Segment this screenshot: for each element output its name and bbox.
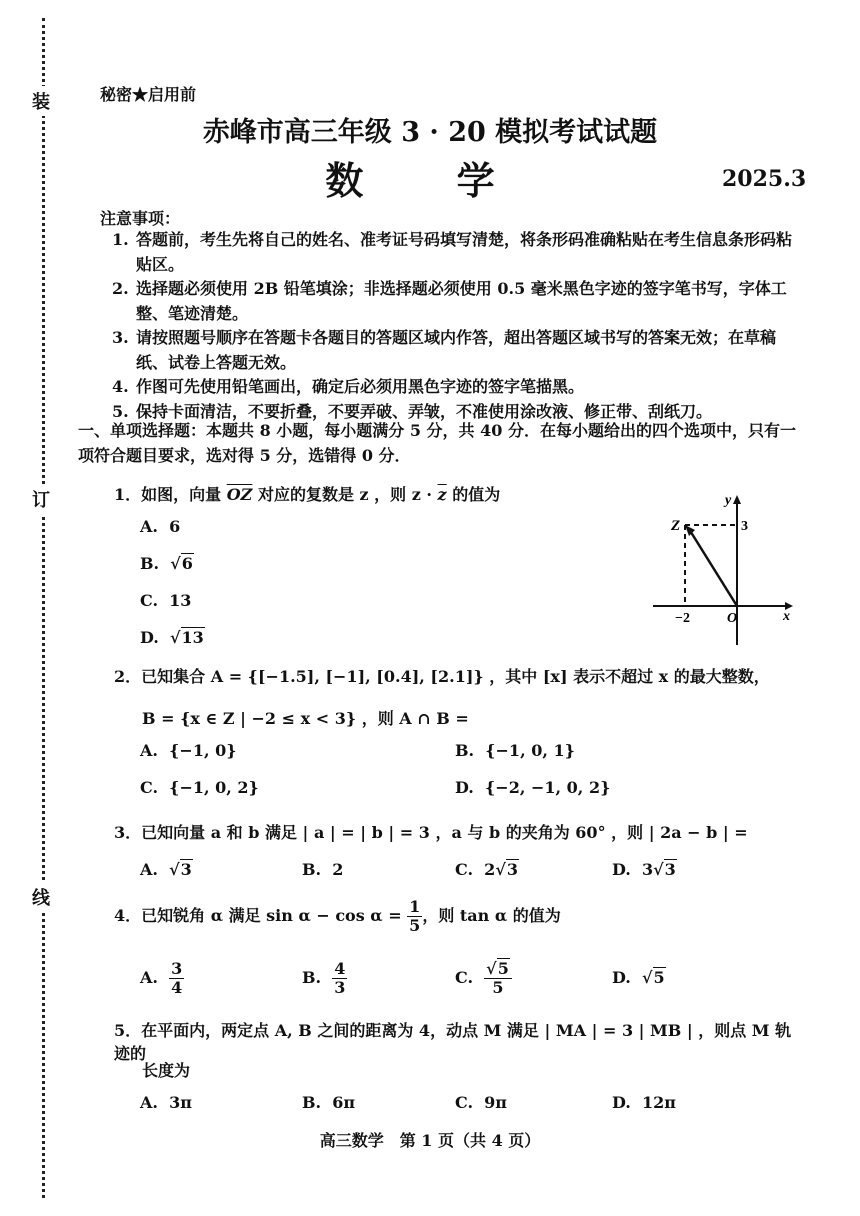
- notice-item: [112, 228, 792, 277]
- q3-option-c[interactable]: C. 2√3: [455, 860, 518, 879]
- q5-option-b[interactable]: B. 6π: [302, 1093, 356, 1112]
- question-5: [114, 1018, 804, 1064]
- notice-num: 3.: [112, 328, 129, 347]
- q1-option-d[interactable]: D. √13: [140, 628, 204, 647]
- sqrt-symbol: √3: [495, 860, 518, 879]
- sqrt-symbol: √3: [653, 860, 676, 879]
- binding-label-xian: 线: [32, 882, 50, 912]
- vector-oz-line: [689, 529, 737, 606]
- conjugate-z: $\overline{z}$: [437, 485, 447, 504]
- question-4: [114, 898, 561, 935]
- notice-num: 5.: [112, 401, 129, 421]
- notice-text: 选择题必须使用 2B 铅笔填涂；非选择题必须使用 0.5 毫米黑色字迹的签字笔书写，字体工整、笔迹清楚。: [136, 279, 787, 323]
- question-number: 4．: [114, 906, 142, 925]
- question-1: [114, 482, 500, 505]
- binding-label-ding: 订: [32, 484, 50, 514]
- q5-option-d[interactable]: D. 12π: [612, 1093, 676, 1112]
- x-tick-label: −2: [675, 611, 690, 626]
- q3-option-a[interactable]: A. √3: [140, 860, 192, 879]
- exam-date: 2025.3: [722, 166, 807, 192]
- notice-text: 作图可先使用铅笔画出，确定后必须用黑色字迹的签字笔描黑。: [136, 377, 585, 396]
- y-tick-label: 3: [741, 519, 748, 534]
- notice-text: 答题前，考生先将自己的姓名、准考证号码填写清楚，将条形码准确粘贴在考生信息条形码粘贴区。: [136, 230, 793, 274]
- question-text: 已知锐角 α 满足 sin α − cos α =: [141, 906, 408, 925]
- q3-option-d[interactable]: D. 3√3: [612, 860, 676, 879]
- q5-option-c[interactable]: C. 9π: [455, 1093, 508, 1112]
- q2-option-b[interactable]: B. {−1, 0, 1}: [455, 741, 575, 760]
- q1-option-c[interactable]: C. 13: [140, 591, 192, 610]
- notice-title: 注意事项：: [100, 209, 181, 228]
- sqrt-symbol: √5: [642, 968, 665, 987]
- sqrt-symbol: √6: [170, 554, 193, 573]
- question-number: 2．: [114, 667, 142, 686]
- notice-num: 1.: [112, 230, 129, 249]
- question-text: 对应的复数是 z ，则 z ·: [257, 485, 438, 504]
- q5-option-a[interactable]: A. 3π: [140, 1093, 192, 1112]
- question-2: [114, 664, 794, 687]
- q2-option-a[interactable]: A. {−1, 0}: [140, 741, 237, 760]
- question-text: 已知向量 a 和 b 满足 | a | = | b | = 3 ，a 与 b 的夹角为 60° ，则 | 2a − b | =: [141, 823, 748, 842]
- notice-text: 保持卡面清洁，不要折叠，不要弄破、弄皱，不准使用涂改液、修正带、刮纸刀。: [136, 401, 713, 421]
- notice-num: 2.: [112, 279, 129, 298]
- fraction: $\frac{1}{5}$: [409, 897, 421, 935]
- q4-option-c[interactable]: C. $\frac{√5}{5}$: [455, 960, 512, 997]
- confidential-mark: 秘密★启用前: [100, 85, 197, 104]
- question-text: ，则 tan α 的值为: [422, 906, 561, 925]
- question-5-line2: 长度为: [142, 1061, 191, 1080]
- sqrt-symbol: √13: [170, 628, 204, 647]
- notice-num: 4.: [112, 377, 129, 396]
- question-number: 1．: [114, 485, 142, 504]
- y-axis-label: y: [725, 493, 732, 508]
- section-header: 一、单项选择题：本题共 8 小题，每小题满分 5 分，共 40 分．在每小题给出的四个选项中，只有一项符合题目要求，选对得 5 分，选错得 0 分．: [78, 421, 796, 465]
- page-footer: 高三数学 第 1 页（共 4 页）: [319, 1131, 541, 1150]
- q4-option-b[interactable]: B. $\frac{4}{3}$: [302, 959, 346, 997]
- question-3: [114, 820, 748, 843]
- question-text: 如图，向量: [141, 485, 222, 504]
- notice-item: [112, 277, 792, 326]
- notice-item: [112, 375, 792, 400]
- sqrt-symbol: √3: [169, 860, 192, 879]
- binding-label-zhuang: 装: [32, 86, 50, 116]
- x-axis-label: x: [783, 609, 790, 624]
- complex-plane-figure: [645, 490, 805, 650]
- exam-title: 赤峰市高三年级 3 · 20 模拟考试试题: [202, 117, 658, 148]
- question-number: 3．: [114, 823, 142, 842]
- q4-option-d[interactable]: D. √5: [612, 968, 665, 987]
- q1-option-a[interactable]: A. 6: [140, 517, 181, 536]
- point-z-label: Z: [671, 518, 681, 534]
- q3-option-b[interactable]: B. 2: [302, 860, 344, 879]
- q4-option-a[interactable]: A. $\frac{3}{4}$: [140, 959, 183, 997]
- question-number: 5．: [114, 1021, 142, 1040]
- notice-text: 请按照题号顺序在答题卡各题目的答题区域内作答，超出答题区域书写的答案无效；在草稿纸、试卷上答题无效。: [136, 328, 777, 372]
- sqrt-symbol: √5: [486, 959, 509, 978]
- q2-option-d[interactable]: D. {−2, −1, 0, 2}: [455, 778, 611, 797]
- question-2-line2: B = {x ∈ Z | −2 ≤ x < 3} ，则 A ∩ B =: [142, 709, 469, 728]
- origin-label: O: [727, 611, 738, 626]
- y-axis-arrow: [733, 495, 741, 504]
- question-text: 的值为: [446, 485, 501, 504]
- vector-oz: $\overline{OZ}$: [226, 485, 253, 504]
- question-text: 已知集合 A = {[−1.5], [−1], [0.4], [2.1]} ，其中 [x] 表示不超过 x 的最大整数，: [141, 667, 770, 686]
- question-text: 在平面内，两定点 A, B 之间的距离为 4，动点 M 满足 | MA | = 3 | MB | ，则点 M 轨迹的: [114, 1021, 792, 1063]
- q2-option-c[interactable]: C. {−1, 0, 2}: [140, 778, 259, 797]
- q1-option-b[interactable]: B. √6: [140, 554, 193, 573]
- subject-title: 数 学: [325, 158, 535, 203]
- notice-list: [112, 228, 792, 424]
- notice-item: [112, 326, 792, 375]
